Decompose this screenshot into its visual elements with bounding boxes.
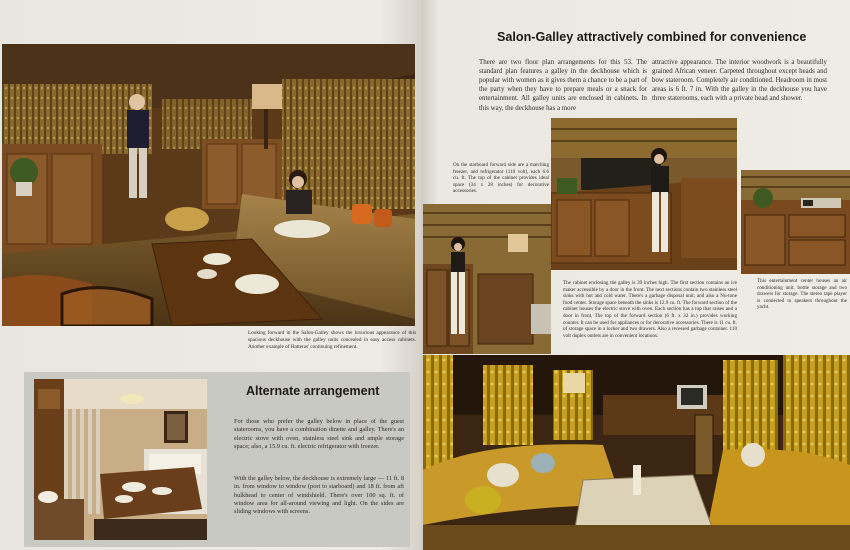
alternate-paragraph-1: For those who prefer the galley below in place of the guest staterooms, you have a combination dinette and galley. There's an electric stove with oven, stainless steel sink and ample storage space; also, a 15.9 cu. ft. electric refrigerator with freezer. [234, 418, 404, 450]
right-page [421, 0, 850, 550]
galley-caption: The cabinet enclosing the galley is 39 inches high. The first section contains an ice maker accessible by a door in the front. The next sections contain two stainless steel sinks with hot and cold water. There's a garbage disposal unit; and also a Nu-tone food center. Storage space beneath the sinks is 12.9 cu. ft. The forward section of the cabinet houses the electric stove with oven. Each section has a top that raises and a door in front. The top of the forward section (6 ft. x 32 in.) provides working counter. It can be used for appliances or for decorative accessories. There is 11 cu. ft. of storage space in a locker and two drawers. Also a recessed garbage container. 110 volt duplex outlets are in convenient locations. [563, 280, 737, 339]
refrigerator-caption: On the starboard forward side are a matching freezer, and refrigerator (110 volt), each 6.6 cu. ft. The top of the cabinet provides ideal space (34 x 28 inches) for decorative accessories. [453, 162, 549, 195]
entertainment-photo-image [741, 170, 850, 274]
salon-photo-caption: Looking forward in the Salon-Galley shows the luxurious appearance of this spacious deckhouse with the galley units concealed in easy access cabinets. Another example of Hatteras' continuing refinement. [248, 330, 416, 350]
salon-lounge-photo-image [423, 355, 850, 550]
alternate-paragraph-2: With the galley below, the deckhouse is extremely large — 11 ft. 8 in. from window to window (port to starboard) and 18 ft. from aft bulkhead to center of windshield. There's over 100 sq. ft. of window area for all-around viewing and light. On the sides are sliding windows with screens. [234, 475, 404, 516]
dinette-photo [34, 379, 207, 540]
salon-lounge-photo [423, 355, 850, 550]
left-page [0, 0, 421, 550]
alternate-arrangement-heading: Alternate arrangement [246, 384, 380, 398]
page-heading: Salon-Galley attractively combined for convenience [497, 30, 807, 44]
galley-photo-image [551, 118, 737, 270]
galley-photo [551, 118, 737, 270]
refrigerator-photo [423, 204, 551, 354]
salon-photo [2, 44, 415, 326]
refrigerator-photo-image [423, 204, 551, 354]
salon-photo-image [2, 44, 415, 326]
entertainment-caption: This entertainment center houses an air conditioning unit, bottle storage and two drawers for storage. The stereo tape player is connected to speakers throughout the yacht. [757, 278, 847, 311]
entertainment-photo [741, 170, 850, 274]
intro-column-1: There are two floor plan arrangements for this 53. The standard plan features a galley in the deckhouse which is popular with women as it gives them a chance to be a part of the party when they have to prepare meals or a snack for entertainment. All galley units are enclosed in cabinets. In this way, the deckhouse has a more [479, 59, 647, 112]
intro-column-2: attractive appearance. The interior woodwork is a beautifully grained African veneer. Carpeted throughout except heads and bow stateroom. Completely air conditioned. Headroom in most areas is 6 ft. 7 in. With the galley in the deckhouse you have three staterooms, each with a private head and shower. [652, 59, 827, 103]
dinette-photo-image [34, 379, 207, 540]
